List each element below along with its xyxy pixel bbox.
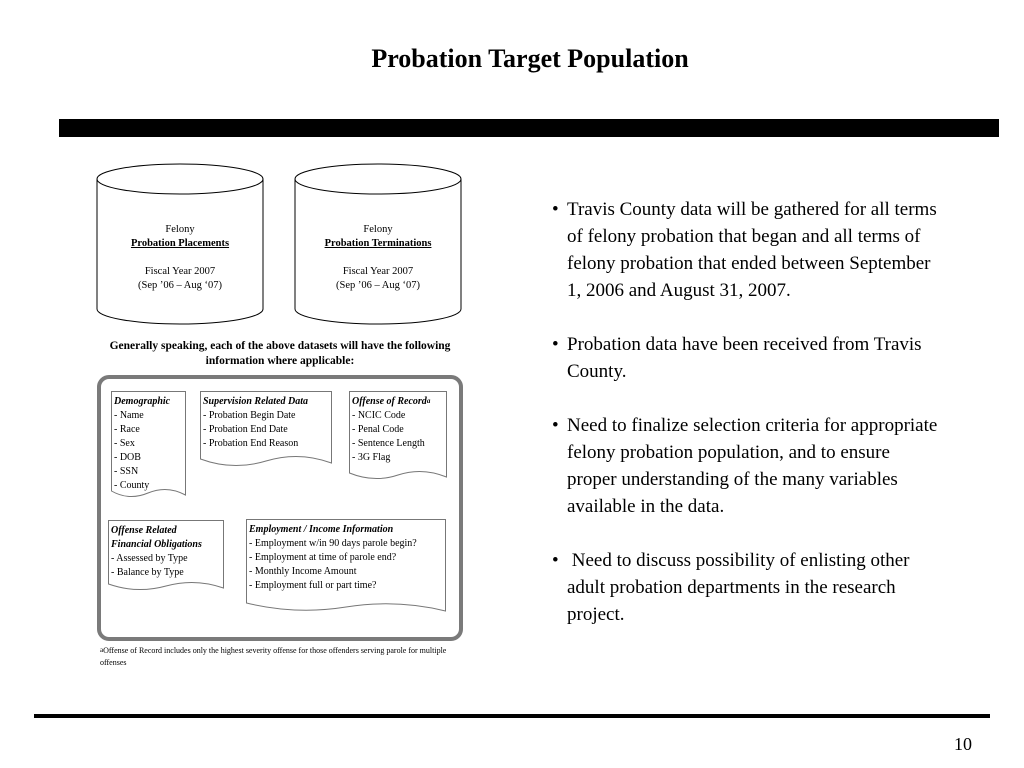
- bullet-list: [552, 196, 942, 655]
- slide-title: Probation Target Population: [371, 44, 689, 73]
- field-item: - Probation Begin Date: [203, 410, 296, 421]
- bullet-text: Probation data have been received from Travis County.: [567, 334, 922, 382]
- dataset-name: Probation Terminations: [324, 238, 432, 249]
- dataset-cylinder-placements: [96, 163, 264, 325]
- box-heading: Offense Related: [111, 525, 177, 536]
- footnote: [100, 645, 462, 669]
- dataset-period: Fiscal Year 2007: [144, 266, 216, 277]
- footnote-marker: a: [426, 397, 431, 405]
- box-heading: Demographic: [114, 396, 171, 407]
- field-item: - Employment w/in 90 days parole begin?: [249, 538, 417, 549]
- datasets-note: Generally speaking, each of the above datasets will have the following information where applicable:: [109, 340, 451, 367]
- bullet-item: [552, 196, 942, 304]
- field-item: - Balance by Type: [111, 567, 184, 578]
- supervision-fields-box: [200, 391, 332, 473]
- bullet-text: Need to finalize selection criteria for appropriate felony probation population, and to ensure proper understanding of the many variables available in the data.: [567, 415, 938, 517]
- dataset-type: Felony: [165, 224, 195, 235]
- box-heading: Employment / Income Information: [249, 524, 394, 535]
- field-item: - County: [114, 480, 150, 491]
- dataset-period: Fiscal Year 2007: [342, 266, 414, 277]
- dataset-range: (Sep ’06 – Aug ‘07): [336, 280, 420, 291]
- field-item: - Assessed by Type: [111, 553, 188, 564]
- field-item: - Penal Code: [352, 424, 404, 435]
- footnote-text: Offense of Record includes only the highest severity offense for those offenders serving parole for multiple offenses: [100, 646, 447, 667]
- footnote-marker: a: [100, 646, 104, 654]
- bullet-dot: •: [552, 550, 559, 571]
- dataset-range: (Sep ’06 – Aug ‘07): [138, 280, 222, 291]
- field-item: - Race: [114, 424, 140, 435]
- bullet-item: [552, 547, 942, 628]
- footer-divider: [34, 714, 990, 718]
- financial-fields-box: [108, 520, 224, 596]
- offense-fields-box: [349, 391, 447, 483]
- bullet-dot: •: [552, 415, 559, 436]
- demographic-fields-box: [111, 391, 186, 501]
- bullet-dot: •: [552, 199, 559, 220]
- field-item: - DOB: [114, 452, 141, 463]
- box-heading: Offense of Record$^a$: [352, 396, 431, 407]
- dataset-type: Felony: [363, 224, 393, 235]
- bullet-dot: •: [552, 334, 559, 355]
- field-item: - Name: [114, 410, 144, 421]
- bullet-item: [552, 412, 942, 520]
- field-item: - Monthly Income Amount: [249, 566, 357, 577]
- field-item: - NCIC Code: [352, 410, 406, 421]
- bullet-text: Need to discuss possibility of enlisting other adult probation departments in the research project.: [567, 550, 915, 625]
- field-item: - Sentence Length: [352, 438, 425, 449]
- dataset-name: Probation Placements: [130, 238, 230, 249]
- field-item: - Probation End Reason: [203, 438, 299, 449]
- field-item: - Probation End Date: [203, 424, 288, 435]
- field-item: - Employment at time of parole end?: [249, 552, 397, 563]
- dataset-cylinder-terminations: [294, 163, 462, 325]
- box-heading: Financial Obligations: [111, 539, 202, 550]
- field-item: - SSN: [114, 466, 139, 477]
- field-item: - 3G Flag: [352, 452, 391, 463]
- field-item: - Employment full or part time?: [249, 580, 377, 591]
- field-item: - Sex: [114, 438, 135, 449]
- page-number: 10: [954, 734, 972, 754]
- title-divider-bar: [59, 119, 999, 137]
- bullet-item: [552, 331, 942, 385]
- employment-fields-box: [246, 519, 446, 615]
- bullet-text: Travis County data will be gathered for all terms of felony probation that began and all terms of felony probation that ended between September 1, 2006 and August 31, 2007.: [567, 199, 937, 301]
- box-heading: Supervision Related Data: [203, 396, 309, 407]
